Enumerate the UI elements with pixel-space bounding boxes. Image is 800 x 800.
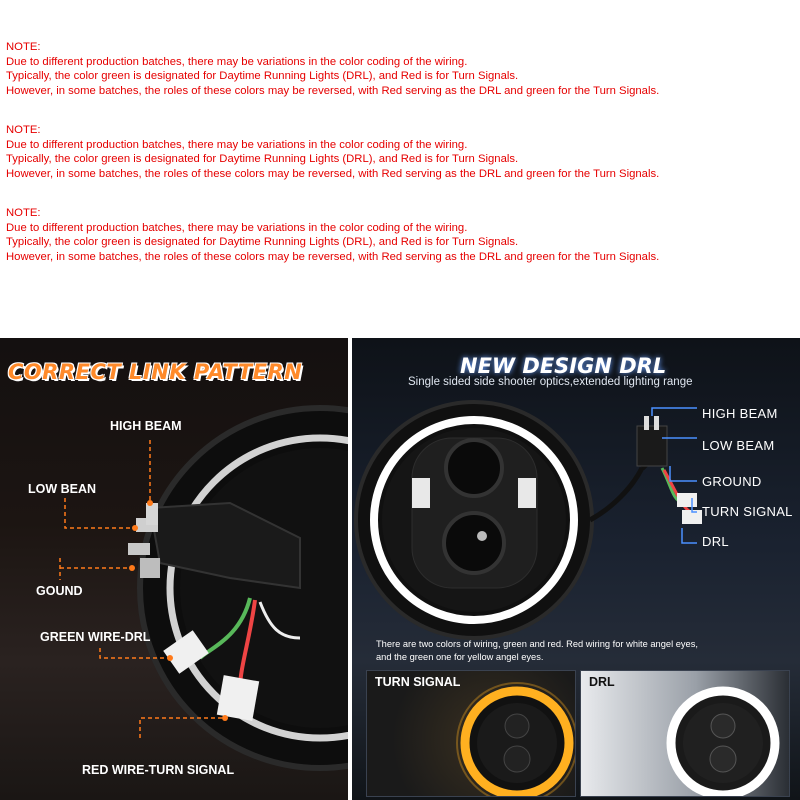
note-title: NOTE:: [6, 124, 41, 136]
headlight-amber-image: [367, 671, 575, 796]
turn-signal-thumbnail: [366, 670, 576, 797]
note-title: NOTE:: [6, 41, 41, 53]
note-line: Due to different production batches, there may be variations in the color coding of the wiring.: [6, 221, 468, 234]
label-red-wire: RED WIRE-TURN SIGNAL: [82, 763, 235, 777]
label-high-beam: HIGH BEAM: [110, 419, 182, 433]
note-line: Typically, the color green is designated for Daytime Running Lights (DRL), and Red is for Turn Signals.: [6, 70, 519, 82]
panel-header: NEW DESIGN DRL: [460, 354, 667, 378]
description-line: and the green one for yellow angel eyes.: [376, 652, 544, 662]
headlight-white-image: [581, 671, 789, 796]
label-drl: DRL: [702, 534, 729, 549]
note-block-2: [6, 123, 659, 181]
note-line: However, in some batches, the roles of these colors may be reversed, with Red serving as the DRL and green for the Turn Signals.: [6, 84, 660, 97]
panel-subtitle: Single sided side shooter optics,extended lighting range: [408, 376, 693, 388]
note-line: Due to different production batches, there may be variations in the color coding of the wiring.: [6, 55, 468, 68]
label-low-beam: LOW BEAM: [702, 438, 775, 453]
panel-header: CORRECT LINK PATTERN: [8, 360, 303, 384]
label-ground: GROUND: [702, 474, 762, 489]
notes-section: [0, 0, 800, 335]
note-title: NOTE:: [6, 207, 41, 219]
note-line: However, in some batches, the roles of these colors may be reversed, with Red serving as the DRL and green for the Turn Signals.: [6, 167, 660, 180]
note-line: Typically, the color green is designated for Daytime Running Lights (DRL), and Red is for Turn Signals.: [6, 153, 519, 165]
note-line: Due to different production batches, there may be variations in the color coding of the wiring.: [6, 138, 468, 151]
correct-link-pattern-panel: [0, 338, 348, 800]
note-block-3: [6, 206, 659, 264]
headlight-image: [0, 338, 348, 800]
label-high-beam: HIGH BEAM: [702, 406, 778, 421]
note-block-1: [6, 40, 659, 98]
label-turn-signal: TURN SIGNAL: [702, 504, 793, 519]
note-line: Typically, the color green is designated for Daytime Running Lights (DRL), and Red is for Turn Signals.: [6, 236, 519, 248]
wiring-description: [376, 638, 698, 664]
description-line: There are two colors of wiring, green and red. Red wiring for white angel eyes,: [376, 639, 698, 649]
new-design-drl-panel: [352, 338, 800, 800]
label-ground: GOUND: [36, 584, 83, 598]
note-line: However, in some batches, the roles of these colors may be reversed, with Red serving as the DRL and green for the Turn Signals.: [6, 250, 660, 263]
label-green-wire: GREEN WIRE-DRL: [40, 630, 151, 644]
drl-thumbnail: [580, 670, 790, 797]
label-low-beam: LOW BEAN: [28, 482, 97, 496]
thumbnail-label: DRL: [589, 675, 615, 689]
thumbnail-label: TURN SIGNAL: [375, 675, 461, 689]
